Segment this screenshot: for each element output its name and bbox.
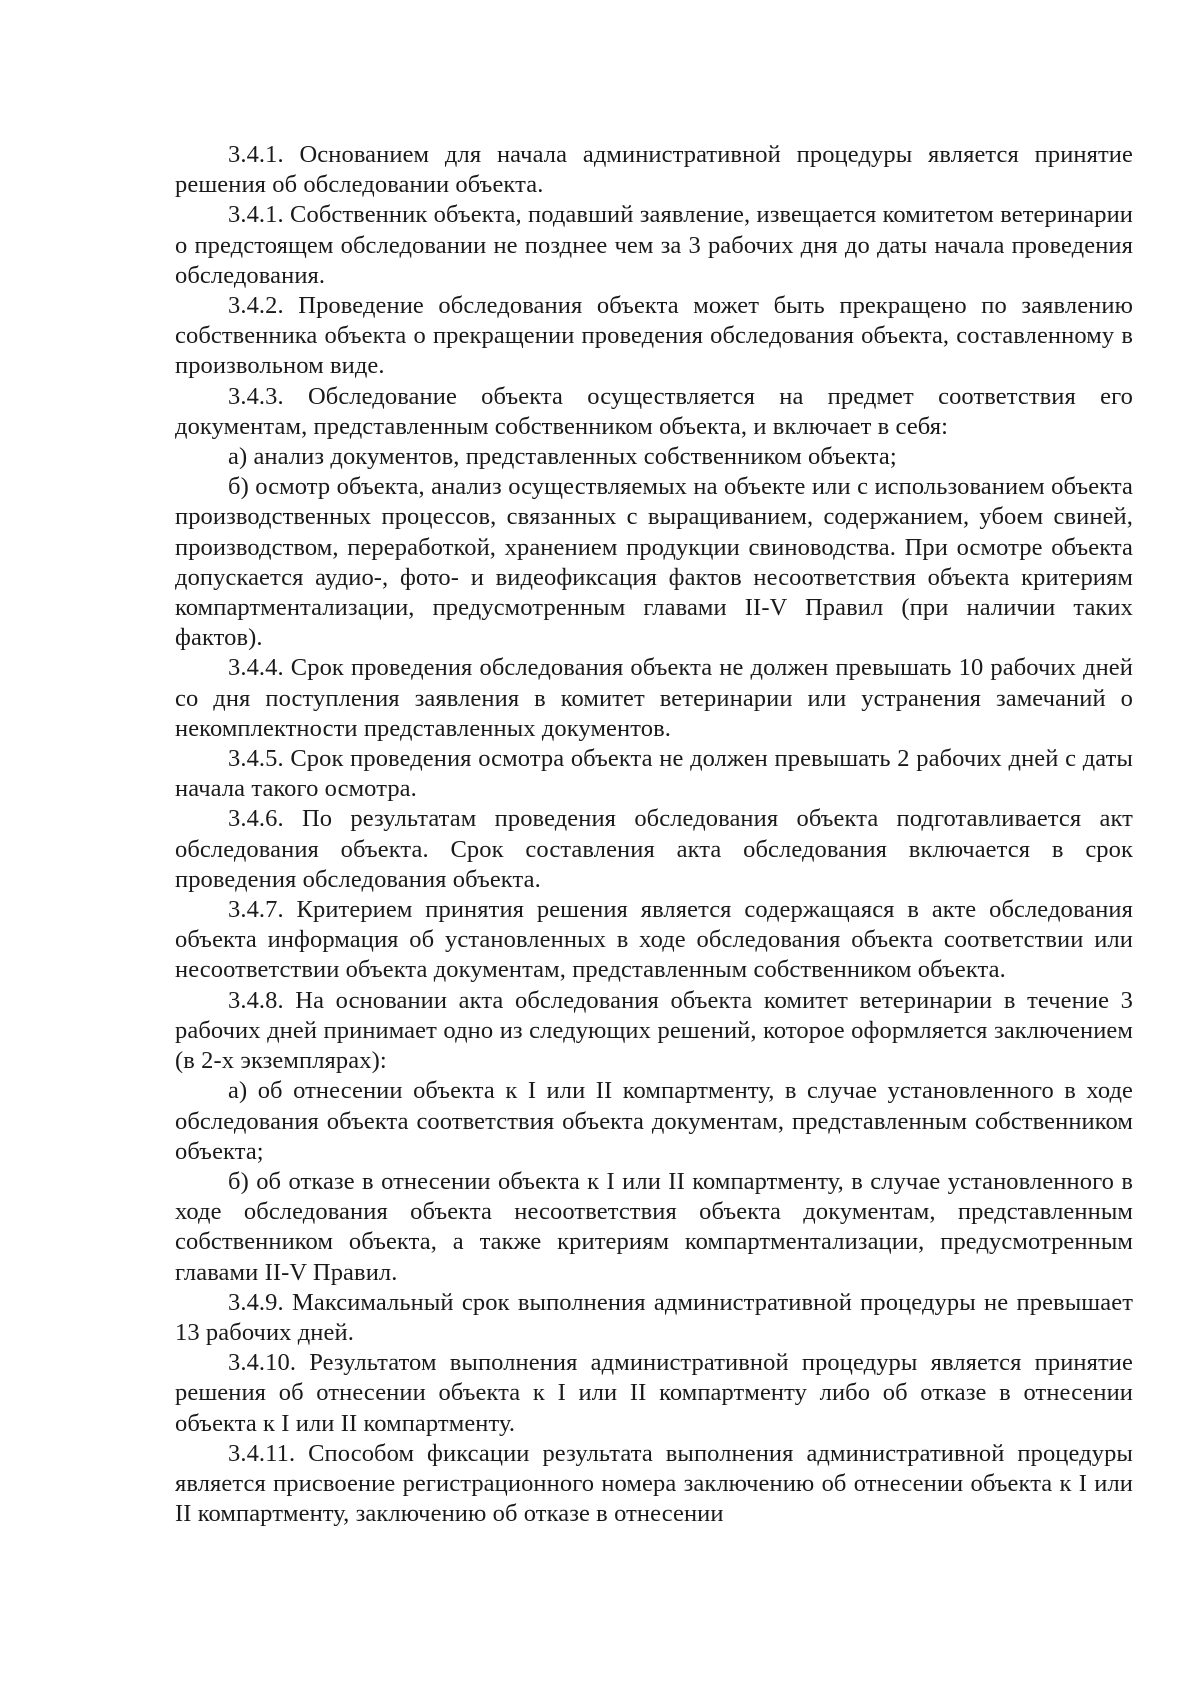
paragraph-3-4-9: 3.4.9. Максимальный срок выполнения административной процедуры не превышает 13 рабочих дней. [175, 1288, 1133, 1346]
paragraph-3-4-8-b: б) об отказе в отнесении объекта к I или II компартменту, в случае установленного в ходе обследования объекта несоответствия объекта документам, представленным собственником объекта, а также критериям компартментализации, предусмотренным главами II-V Правил. [175, 1167, 1133, 1286]
paragraph-3-4-8: 3.4.8. На основании акта обследования объекта комитет ветеринарии в течение 3 рабочих дней принимает одно из следующих решений, которое оформляется заключением (в 2-х экземплярах): [175, 986, 1133, 1075]
paragraph-3-4-8-a: а) об отнесении объекта к I или II компартменту, в случае установленного в ходе обследования объекта соответствия объекта документам, представленным собственником объекта; [175, 1077, 1133, 1165]
paragraph-3-4-7: 3.4.7. Критерием принятия решения является содержащаяся в акте обследования объекта информация об установленных в ходе обследования объекта соответствии или несоответствии объекта документам, представленным собственником объекта. [175, 896, 1133, 984]
paragraph-3-4-3-b: б) осмотр объекта, анализ осуществляемых на объекте или с использованием объекта производственных процессов, связанных с выращиванием, содержанием, убоем свиней, производством, переработкой, хранением продукции свиноводства. При осмотре объекта допускается аудио-, фото- и видеофиксация фактов несоответствия объекта критериям компартментализации, предусмотренным главами II-V Правил (при наличии таких фактов). [175, 473, 1133, 652]
paragraph-3-4-3: 3.4.3. Обследование объекта осуществляется на предмет соответствия его документам, представленным собственником объекта, и включает в себя: [175, 382, 1133, 440]
paragraph-3-4-5: 3.4.5. Срок проведения осмотра объекта не должен превышать 2 рабочих дней с даты начала такого осмотра. [175, 745, 1133, 803]
document-body [175, 140, 1133, 1529]
paragraph-3-4-2: 3.4.2. Проведение обследования объекта может быть прекращено по заявлению собственника объекта о прекращении проведения обследования объекта, составленному в произвольном виде. [175, 292, 1133, 380]
paragraph-3-4-10: 3.4.10. Результатом выполнения административной процедуры является принятие решения об отнесении объекта к I или II компартменту либо об отказе в отнесении объекта к I или II компартменту. [175, 1349, 1133, 1437]
paragraph-3-4-11: 3.4.11. Способом фиксации результата выполнения административной процедуры является присвоение регистрационного номера заключению об отнесении объекта к I или II компартменту, заключению об отказе в отнесении [175, 1439, 1133, 1528]
paragraph-3-4-1-notification: 3.4.1. Собственник объекта, подавший заявление, извещается комитетом ветеринарии о предстоящем обследовании не позднее чем за 3 рабочих дня до даты начала проведения обследования. [175, 201, 1133, 289]
paragraph-3-4-1-basis: 3.4.1. Основанием для начала административной процедуры является принятие решения об обследовании объекта. [175, 141, 1133, 199]
paragraph-3-4-6: 3.4.6. По результатам проведения обследования объекта подготавливается акт обследования объекта. Срок составления акта обследования включается в срок проведения обследования объекта. [175, 805, 1133, 893]
paragraph-3-4-4: 3.4.4. Срок проведения обследования объекта не должен превышать 10 рабочих дней со дня поступления заявления в комитет ветеринарии или устранения замечаний о некомплектности представленных документов. [175, 654, 1133, 742]
paragraph-3-4-3-a: а) анализ документов, представленных собственником объекта; [228, 443, 897, 471]
